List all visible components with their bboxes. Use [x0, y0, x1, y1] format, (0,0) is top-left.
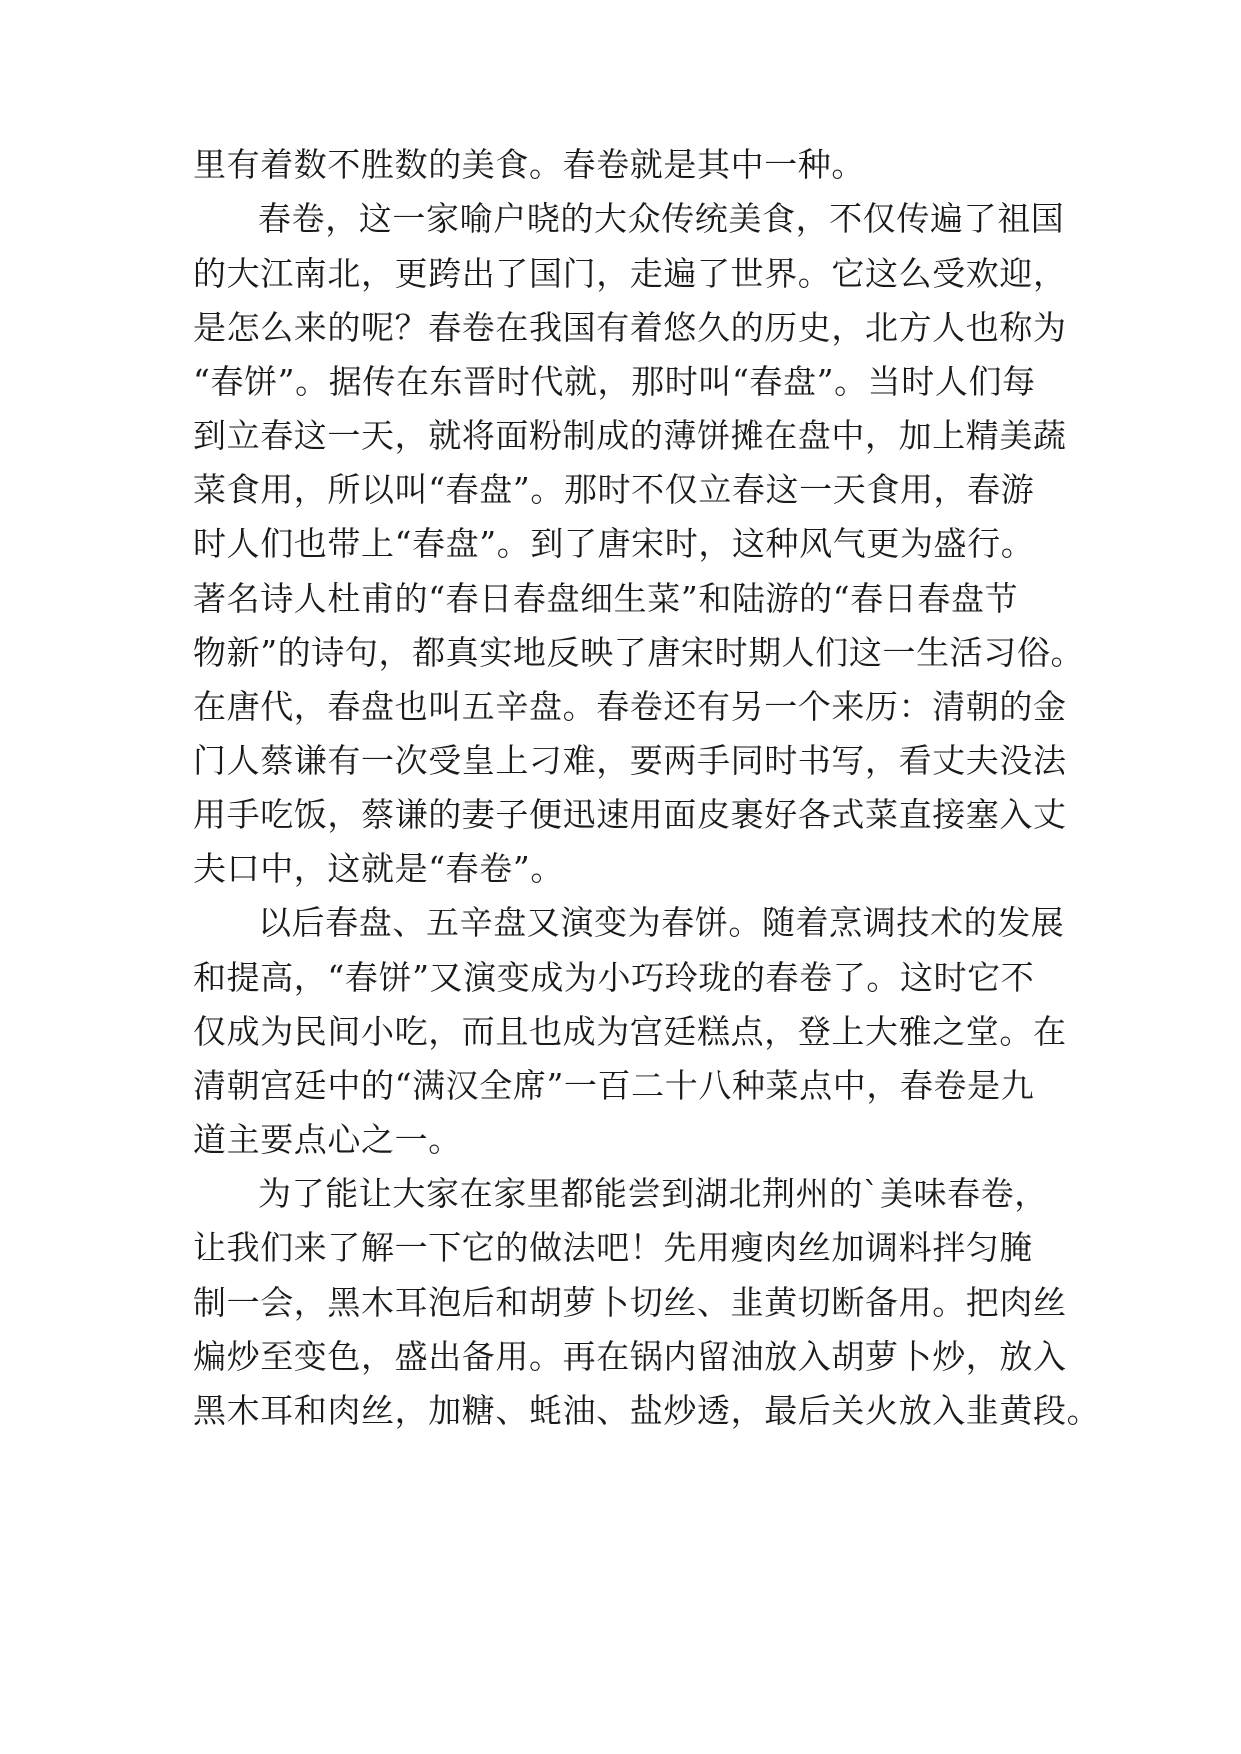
text-line: 夫口中，这就是“春卷”。: [193, 849, 564, 888]
text-line: 到立春这一天，就将面粉制成的薄饼摊在盘中，加上精美蔬: [193, 416, 1067, 455]
text-line: 制一会，黑木耳泡后和胡萝卜切丝、韭黄切断备用。把肉丝: [193, 1283, 1067, 1322]
text-line: 煸炒至变色，盛出备用。再在锅内留油放入胡萝卜炒，放入: [193, 1337, 1067, 1376]
text-line: 在唐代，春盘也叫五辛盘。春卷还有另一个来历：清朝的金: [193, 687, 1067, 726]
text-line: 著名诗人杜甫的“春日春盘细生菜”和陆游的“春日春盘节: [193, 579, 1019, 618]
text-line: 的大江南北，更跨出了国门，走遍了世界。它这么受欢迎，: [193, 254, 1067, 293]
text-line: 是怎么来的呢？春卷在我国有着悠久的历史，北方人也称为: [193, 308, 1067, 347]
text-line: 黑木耳和肉丝，加糖、蚝油、盐炒透，最后关火放入韭黄段。: [193, 1391, 1101, 1430]
text-line: 里有着数不胜数的美食。春卷就是其中一种。: [193, 145, 865, 184]
text-line: 菜食用，所以叫“春盘”。那时不仅立春这一天食用，春游: [193, 470, 1035, 509]
text-line: 和提高，“春饼”又演变成为小巧玲珑的春卷了。这时它不: [193, 958, 1035, 997]
paragraph-start-line: 以后春盘、五辛盘又演变为春饼。随着烹调技术的发展: [258, 903, 1065, 942]
text-line: 门人蔡谦有一次受皇上刁难，要两手同时书写，看丈夫没法: [193, 741, 1067, 780]
text-line: “春饼”。据传在东晋时代就，那时叫“春盘”。当时人们每: [193, 362, 1036, 401]
text-line: 道主要点心之一。: [193, 1120, 462, 1159]
text-line: 用手吃饭，蔡谦的妻子便迅速用面皮裹好各式菜直接塞入丈: [193, 795, 1067, 834]
text-line: 物新”的诗句，都真实地反映了唐宋时期人们这一生活习俗。: [193, 633, 1085, 672]
text-line: 时人们也带上“春盘”。到了唐宋时，这种风气更为盛行。: [193, 524, 1035, 563]
paragraph-start-line: 春卷，这一家喻户晓的大众传统美食，不仅传遍了祖国: [258, 199, 1065, 238]
text-line: 让我们来了解一下它的做法吧！先用瘦肉丝加调料拌匀腌: [193, 1228, 1033, 1267]
text-line: 仅成为民间小吃，而且也成为宫廷糕点，登上大雅之堂。在: [193, 1012, 1067, 1051]
text-line: 清朝宫廷中的“满汉全席”一百二十八种菜点中，春卷是九: [193, 1066, 1035, 1105]
paragraph-start-line: 为了能让大家在家里都能尝到湖北荆州的`美味春卷，: [258, 1174, 1048, 1213]
